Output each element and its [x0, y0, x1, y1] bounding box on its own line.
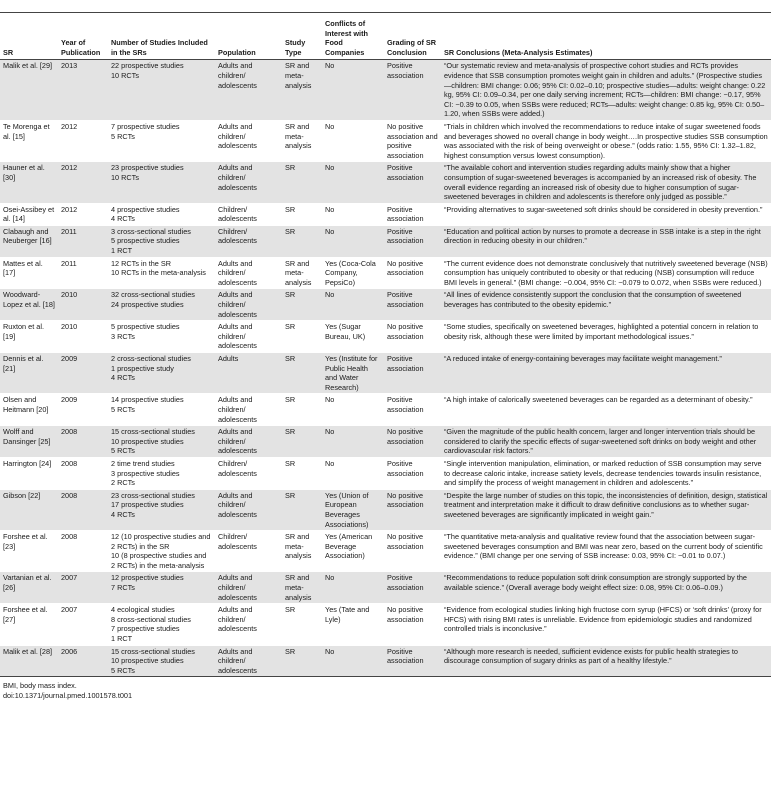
- cell-conflicts: No: [322, 60, 384, 121]
- cell-studies: 12 prospective studies 7 RCTs: [108, 572, 215, 604]
- cell-population: Adults and children/ adolescents: [218, 121, 257, 151]
- header-conclusions: SR Conclusions (Meta-Analysis Estimates): [441, 13, 771, 60]
- cell-grading: No positive association: [384, 426, 441, 458]
- cell-sr: Malik et al. [28]: [0, 645, 58, 677]
- cell-studies: 12 RCTs in the SR 10 RCTs in the meta-analysis: [111, 258, 206, 278]
- table-row: [0, 531, 771, 572]
- table-row: [0, 457, 771, 489]
- cell-sr: Woodward-Lopez et al. [18]: [0, 289, 58, 321]
- cell-grading: No positive association: [387, 322, 424, 341]
- header-year: Year of Publication: [58, 13, 108, 60]
- cell-conflicts: No: [322, 162, 384, 203]
- cell-conflicts: Yes (American Beverage Association): [325, 532, 373, 561]
- cell-population: Adults and children/ adolescents: [218, 395, 257, 424]
- cell-studies: 4 prospective studies 4 RCTs: [111, 204, 180, 224]
- cell-grading: Positive association: [384, 572, 441, 604]
- cell-studies: 23 cross-sectional studies 17 prospective studies 4 RCTs: [108, 489, 215, 530]
- cell-grading: No positive association: [387, 605, 424, 624]
- table-row: [0, 203, 771, 225]
- cell-year: 2010: [58, 289, 108, 321]
- cell-year: 2010: [61, 322, 78, 332]
- cell-sr: Te Morenga et al. [15]: [3, 121, 50, 141]
- cell-year: 2008: [58, 426, 108, 458]
- cell-studies: 7 prospective studies 5 RCTs: [111, 121, 180, 141]
- cell-year: 2011: [61, 258, 77, 268]
- cell-grading: No positive association: [387, 532, 424, 551]
- header-studies: Number of Studies Included in the SRs: [108, 13, 215, 60]
- cell-conclusion: “Recommendations to reduce population soft drink consumption are strongly supported by the available science.” (Overall average body weight effect size: 0.08, 95% CI: 0.06–0.09.): [441, 572, 771, 604]
- cell-year: 2012: [61, 204, 78, 214]
- cell-grading: Positive association: [384, 289, 441, 321]
- cell-population: Adults and children/ adolescents: [215, 60, 282, 121]
- cell-study-type: SR: [282, 426, 322, 458]
- cell-study-type: SR and meta-analysis: [282, 60, 322, 121]
- cell-year: 2011: [58, 225, 108, 257]
- cell-conflicts: Yes (Sugar Bureau, UK): [325, 322, 366, 341]
- cell-population: Adults and children/ adolescents: [218, 605, 257, 634]
- cell-conclusion: “Given the magnitude of the public health concern, larger and longer intervention trials should be considered to clarify the specific effects of sugar-sweetened soft drinks on body weight and other cardiovascular risk factors.”: [441, 426, 771, 458]
- cell-conclusion: “All lines of evidence consistently support the conclusion that the consumption of sweetened beverages has contributed to the obesity epidemic.”: [441, 289, 771, 321]
- cell-sr: Wolff and Dansinger [25]: [0, 426, 58, 458]
- cell-study-type: SR: [285, 605, 296, 615]
- table-row: [0, 225, 771, 257]
- cell-conclusion: “Our systematic review and meta-analysis of prospective cohort studies and RCTs provides evidence that SSB consumption promotes weight gain in children and adults.” (Prospective studies—children: BMI change: 0.06; 95% CI: 0.02–0.10; prospective studies—adults: weight change: 0.22 kg, 95% CI: 0.09–0.34, per one daily serving increment; RCTs—children: BMI change: −0.17, 95% CI: −0.39 to 0.05, when SSBs were reduced; RCTs—adults: weight change: 0.85 kg, 95% CI: 0.50–1.20, when SSBs were added.): [441, 60, 771, 121]
- cell-studies: 5 prospective studies 3 RCTs: [111, 322, 180, 341]
- table-row: [0, 257, 771, 289]
- cell-conclusion: “The quantitative meta-analysis and qualitative review found that the association between sugar-sweetened beverages consumption and BMI was near zero, based on the current body of scientific evidence.” (BMI change per one serving of SSB increase: 0.03, 95% CI: −0.01 to 0.07.): [444, 532, 763, 561]
- cell-year: 2013: [58, 60, 108, 121]
- cell-sr: Olsen and Heitmann [20]: [3, 395, 49, 414]
- header-conflicts: Conflicts of Interest with Food Companies: [322, 13, 384, 60]
- cell-population: Adults and children/ adolescents: [215, 426, 282, 458]
- cell-sr: Dennis et al. [21]: [0, 353, 58, 394]
- cell-year: 2007: [61, 605, 78, 615]
- cell-sr: Hauner et al. [30]: [0, 162, 58, 203]
- cell-grading: Positive association: [387, 395, 424, 414]
- header-population: Population: [215, 13, 282, 60]
- cell-conclusion: “Education and political action by nurses to promote a decrease in SSB intake is a step in the right direction in reducing obesity in our children.”: [441, 225, 771, 257]
- cell-study-type: SR: [282, 225, 322, 257]
- cell-population: Adults and children/ adolescents: [215, 489, 282, 530]
- cell-sr: Gibson [22]: [0, 489, 58, 530]
- cell-study-type: SR: [285, 458, 296, 468]
- table-row: [0, 120, 771, 161]
- cell-study-type: SR: [285, 322, 296, 332]
- table-row: [0, 394, 771, 426]
- cell-study-type: SR: [282, 353, 322, 394]
- cell-population: Children/ adolescents: [218, 458, 257, 478]
- cell-studies: 15 cross-sectional studies 10 prospective studies 5 RCTs: [108, 426, 215, 458]
- cell-conflicts: Yes (Tate and Lyle): [325, 605, 370, 624]
- footnote-abbreviation: BMI, body mass index.: [3, 681, 77, 691]
- cell-sr: Vartanian et al. [26]: [0, 572, 58, 604]
- systematic-reviews-table: [0, 13, 771, 677]
- cell-studies: 23 prospective studies 10 RCTs: [108, 162, 215, 203]
- cell-conclusion: “A reduced intake of energy-containing beverages may facilitate weight management.”: [441, 353, 771, 394]
- cell-studies: 3 cross-sectional studies 5 prospective studies 1 RCT: [108, 225, 215, 257]
- cell-study-type: SR: [282, 162, 322, 203]
- cell-conclusion: “Trials in children which involved the recommendations to reduce intake of sugar sweetened foods and beverages showed no overall change in body weight….In prospective studies SSB consumption was associated with the risk of being overweight or obese.” (odds ratio: 1.55, 95% CI: 1.32–1.82, highest consumption versus lowest consumption).: [444, 121, 768, 160]
- header-grading: Grading of SR Conclusion: [384, 13, 441, 60]
- cell-grading: Positive association: [384, 225, 441, 257]
- cell-study-type: SR: [285, 395, 296, 405]
- cell-grading: Positive association: [384, 645, 441, 677]
- cell-conflicts: Yes (Union of European Beverages Associations): [322, 489, 384, 530]
- cell-population: Adults and children/ adolescents: [215, 162, 282, 203]
- cell-study-type: SR: [282, 289, 322, 321]
- cell-grading: Positive association: [384, 353, 441, 394]
- cell-conflicts: No: [322, 645, 384, 677]
- cell-year: 2006: [58, 645, 108, 677]
- cell-conflicts: No: [322, 572, 384, 604]
- cell-studies: 2 cross-sectional studies 1 prospective study 4 RCTs: [108, 353, 215, 394]
- table-row: [0, 489, 771, 530]
- table-body: [0, 60, 771, 677]
- header-study-type: Study Type: [282, 13, 322, 60]
- cell-studies: 15 cross-sectional studies 10 prospective studies 5 RCTs: [108, 645, 215, 677]
- cell-grading: Positive association: [387, 204, 424, 224]
- cell-conflicts: Yes (Institute for Public Health and Water Research): [322, 353, 384, 394]
- cell-year: 2009: [58, 353, 108, 394]
- cell-population: Adults and children/ adolescents: [218, 322, 257, 351]
- cell-grading: Positive association: [384, 162, 441, 203]
- cell-conflicts: No: [322, 225, 384, 257]
- cell-sr: Osei-Assibey et al. [14]: [3, 204, 55, 224]
- cell-conclusion: “Evidence from ecological studies linking high fructose corn syrup (HFCS) or ‘soft drinks’ (proxy for HFCS) with rising BMI rates is unreliable. Evidence from epidemiologic studies and randomized controlled trials is inconclusive.”: [444, 605, 762, 634]
- cell-studies: 22 prospective studies 10 RCTs: [108, 60, 215, 121]
- cell-conflicts: No: [325, 395, 335, 405]
- cell-study-type: SR: [285, 204, 296, 214]
- cell-study-type: SR: [282, 645, 322, 677]
- footnote-doi: doi:10.1371/journal.pmed.1001578.t001: [3, 691, 133, 701]
- cell-year: 2012: [58, 162, 108, 203]
- cell-conflicts: No: [325, 121, 335, 131]
- cell-conclusion: “Some studies, specifically on sweetened beverages, highlighted a potential concern in relation to obesity risk, although these were limited by important methodological issues.”: [444, 322, 759, 341]
- cell-studies: 32 cross-sectional studies 24 prospective studies: [108, 289, 215, 321]
- cell-study-type: SR: [282, 489, 322, 530]
- cell-sr: Ruxton et al. [19]: [3, 322, 44, 341]
- table-footnotes: [0, 677, 771, 701]
- cell-conclusion: “The available cohort and intervention studies regarding adults mainly show that a higher consumption of sugar-sweetened beverages is accompanied by an increased risk of obesity. The overall evidence regarding an increased risk of obesity due to higher consumption of sugar-sweetened beverages in children and adolescents is therefore only judged as possible.”: [441, 162, 771, 203]
- cell-year: 2008: [61, 532, 78, 542]
- cell-conclusion: “The current evidence does not demonstrate conclusively that nutritively sweetened beverage (NSB) consumption has uniquely contributed to obesity or that reducing (NSB) consumption will reduce BMI levels in general.” (BMI change: −0.004, 95% CI: −0.079 to 0.072, when SSBs were reduced.): [444, 258, 768, 287]
- cell-conflicts: No: [322, 426, 384, 458]
- cell-sr: Clabaugh and Neuberger [16]: [0, 225, 58, 257]
- cell-year: 2007: [58, 572, 108, 604]
- cell-study-type: SR and meta-analysis: [282, 572, 322, 604]
- cell-population: Children/ adolescents: [218, 204, 257, 224]
- cell-population: Adults: [215, 353, 282, 394]
- cell-sr: Forshee et al. [27]: [3, 605, 48, 624]
- table-row: [0, 162, 771, 203]
- cell-population: Adults and children/ adolescents: [215, 645, 282, 677]
- cell-grading: Positive association: [384, 60, 441, 121]
- cell-study-type: SR and meta-analysis: [285, 258, 312, 287]
- cell-grading: No positive association: [387, 258, 424, 278]
- cell-conflicts: No: [322, 289, 384, 321]
- cell-grading: No positive association and positive association: [387, 121, 438, 160]
- header-row: [0, 13, 771, 60]
- cell-population: Adults and children/ adolescents: [215, 572, 282, 604]
- cell-studies: 12 (10 prospective studies and 2 RCTs) in the SR 10 (8 prospective studies and 2 RCTs) in the meta-analysis: [111, 532, 211, 570]
- cell-study-type: SR and meta-analysis: [285, 532, 312, 561]
- cell-year: 2012: [61, 121, 78, 131]
- cell-conclusion: “A high intake of calorically sweetened beverages can be regarded as a determinant of obesity.”: [444, 395, 753, 405]
- table-row: [0, 604, 771, 645]
- table-row: [0, 321, 771, 353]
- cell-conclusion: “Despite the large number of studies on this topic, the inconsistencies of definition, design, statistical treatment and interpretation make it difficult to draw definitive conclusions as to whether sugar-sweetened beverages are significantly implicated in weight gain.”: [441, 489, 771, 530]
- table-row: [0, 353, 771, 394]
- cell-year: 2008: [61, 458, 78, 468]
- cell-studies: 4 ecological studies 8 cross-sectional studies 7 prospective studies 1 RCT: [111, 605, 191, 644]
- cell-conflicts: No: [325, 204, 335, 214]
- table-row: [0, 645, 771, 677]
- table-row: [0, 572, 771, 604]
- cell-sr: Malik et al. [29]: [0, 60, 58, 121]
- cell-conclusion: “Although more research is needed, sufficient evidence exists for public health strategies to discourage consumption of sugary drinks as part of a healthy lifestyle.”: [441, 645, 771, 677]
- cell-sr: Harrington [24]: [3, 458, 52, 468]
- cell-sr: Mattes et al. [17]: [3, 258, 43, 278]
- cell-population: Adults and children/ adolescents: [215, 289, 282, 321]
- cell-conflicts: No: [325, 458, 335, 468]
- cell-population: Children/ adolescents: [215, 225, 282, 257]
- table-row: [0, 426, 771, 458]
- cell-grading: Positive association: [387, 458, 424, 478]
- table-row: [0, 60, 771, 121]
- header-sr: SR: [0, 13, 58, 60]
- cell-studies: 2 time trend studies 3 prospective studies 2 RCTs: [111, 458, 180, 488]
- cell-conclusion: “Providing alternatives to sugar-sweetened soft drinks should be considered in obesity prevention.”: [444, 204, 763, 214]
- cell-study-type: SR and meta-analysis: [285, 121, 312, 151]
- cell-conflicts: Yes (Coca-Cola Company, PepsiCo): [325, 258, 376, 287]
- cell-year: 2008: [58, 489, 108, 530]
- cell-conclusion: “Single intervention manipulation, elimination, or marked reduction of SSB consumption may serve to decrease caloric intake, increase satiety levels, decrease tendencies towards insulin resistance, and simplify the process of weight management in children and adolescents.”: [444, 458, 762, 488]
- cell-sr: Forshee et al. [23]: [3, 532, 48, 551]
- cell-year: 2009: [61, 395, 78, 405]
- table-row: [0, 289, 771, 321]
- cell-population: Adults and children/ adolescents: [218, 258, 257, 287]
- cell-studies: 14 prospective studies 5 RCTs: [111, 395, 184, 414]
- cell-population: Children/ adolescents: [218, 532, 257, 551]
- cell-grading: No positive association: [384, 489, 441, 530]
